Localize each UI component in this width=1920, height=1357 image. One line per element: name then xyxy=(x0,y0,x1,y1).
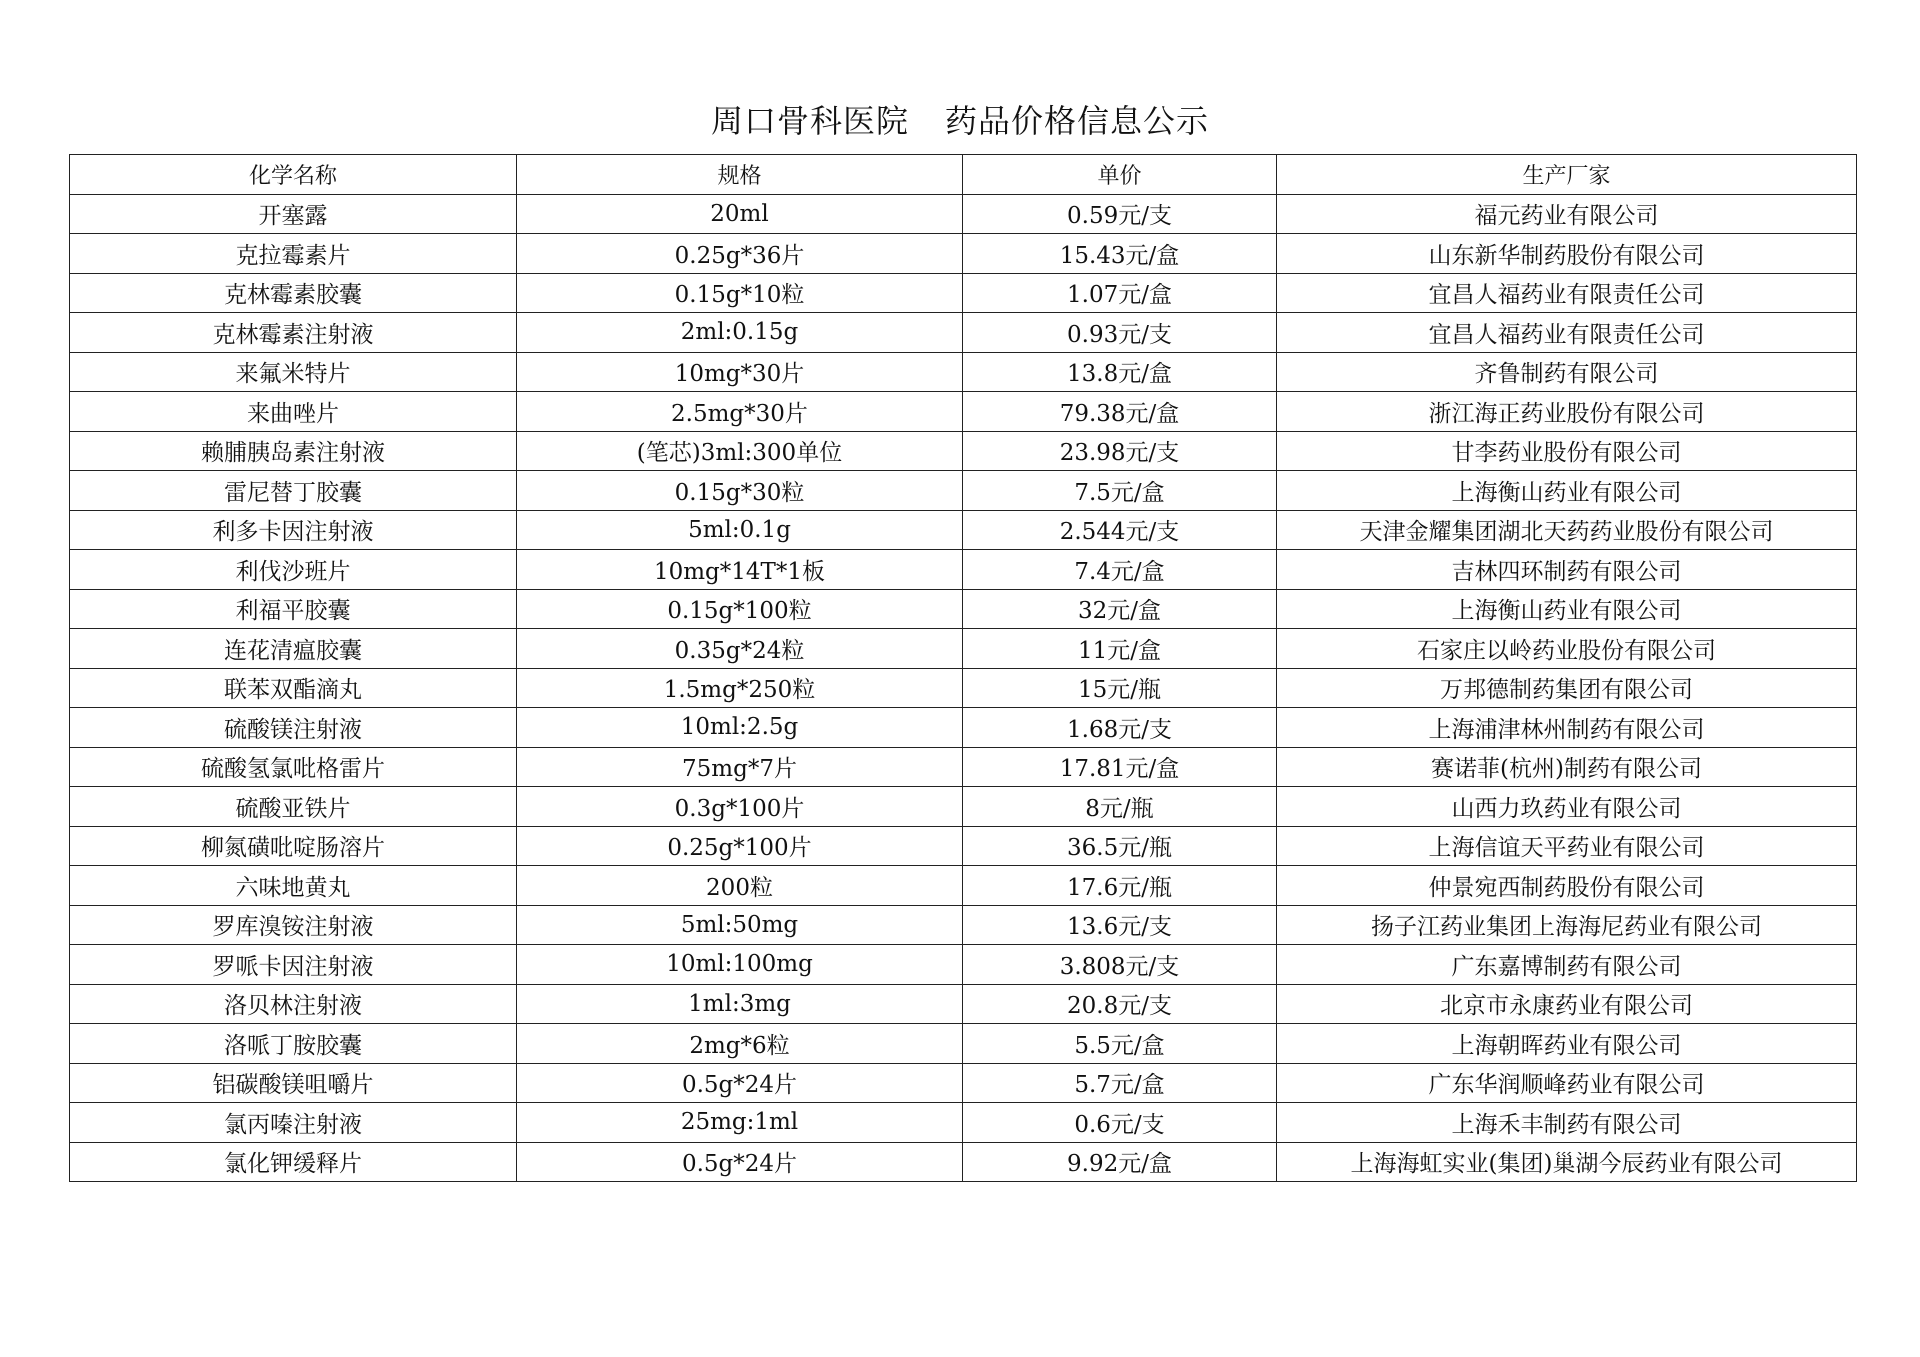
table-row xyxy=(70,471,1857,511)
unit-price-cell: 9.92元/盒 xyxy=(963,1142,1277,1182)
chemical-name-cell: 联苯双酯滴丸 xyxy=(70,668,517,708)
drug-price-table xyxy=(69,154,1857,1182)
page-title xyxy=(0,96,1920,142)
table-row xyxy=(70,787,1857,827)
manufacturer-cell: 齐鲁制药有限公司 xyxy=(1277,352,1857,392)
table-row xyxy=(70,510,1857,550)
chemical-name-cell: 开塞露 xyxy=(70,194,517,234)
column-header-unit-price: 单价 xyxy=(963,155,1277,195)
specification-cell: 2ml:0.15g xyxy=(517,313,963,353)
chemical-name-cell: 氯丙嗪注射液 xyxy=(70,1103,517,1143)
manufacturer-cell: 甘李药业股份有限公司 xyxy=(1277,431,1857,471)
manufacturer-cell: 浙江海正药业股份有限公司 xyxy=(1277,392,1857,432)
unit-price-cell: 36.5元/瓶 xyxy=(963,826,1277,866)
table-row xyxy=(70,629,1857,669)
manufacturer-cell: 上海浦津林州制药有限公司 xyxy=(1277,708,1857,748)
chemical-name-cell: 利福平胶囊 xyxy=(70,589,517,629)
table-body xyxy=(70,194,1857,1182)
chemical-name-cell: 赖脯胰岛素注射液 xyxy=(70,431,517,471)
unit-price-cell: 7.5元/盒 xyxy=(963,471,1277,511)
column-header-chemical-name: 化学名称 xyxy=(70,155,517,195)
chemical-name-cell: 罗库溴铵注射液 xyxy=(70,905,517,945)
manufacturer-cell: 石家庄以岭药业股份有限公司 xyxy=(1277,629,1857,669)
table-row xyxy=(70,668,1857,708)
unit-price-cell: 15元/瓶 xyxy=(963,668,1277,708)
manufacturer-cell: 山西力玖药业有限公司 xyxy=(1277,787,1857,827)
manufacturer-cell: 广东嘉博制药有限公司 xyxy=(1277,945,1857,985)
unit-price-cell: 15.43元/盒 xyxy=(963,234,1277,274)
specification-cell: 0.5g*24片 xyxy=(517,1142,963,1182)
unit-price-cell: 8元/瓶 xyxy=(963,787,1277,827)
manufacturer-cell: 上海朝晖药业有限公司 xyxy=(1277,1024,1857,1064)
manufacturer-cell: 赛诺菲(杭州)制药有限公司 xyxy=(1277,747,1857,787)
unit-price-cell: 0.6元/支 xyxy=(963,1103,1277,1143)
unit-price-cell: 17.6元/瓶 xyxy=(963,866,1277,906)
unit-price-cell: 32元/盒 xyxy=(963,589,1277,629)
specification-cell: 2.5mg*30片 xyxy=(517,392,963,432)
manufacturer-cell: 仲景宛西制药股份有限公司 xyxy=(1277,866,1857,906)
specification-cell: (笔芯)3ml:300单位 xyxy=(517,431,963,471)
specification-cell: 1ml:3mg xyxy=(517,984,963,1024)
specification-cell: 5ml:0.1g xyxy=(517,510,963,550)
specification-cell: 0.15g*10粒 xyxy=(517,273,963,313)
specification-cell: 2mg*6粒 xyxy=(517,1024,963,1064)
table-row xyxy=(70,273,1857,313)
manufacturer-cell: 广东华润顺峰药业有限公司 xyxy=(1277,1063,1857,1103)
chemical-name-cell: 六味地黄丸 xyxy=(70,866,517,906)
table-row xyxy=(70,945,1857,985)
chemical-name-cell: 克拉霉素片 xyxy=(70,234,517,274)
unit-price-cell: 79.38元/盒 xyxy=(963,392,1277,432)
table-header xyxy=(70,155,1857,195)
chemical-name-cell: 柳氮磺吡啶肠溶片 xyxy=(70,826,517,866)
chemical-name-cell: 硫酸亚铁片 xyxy=(70,787,517,827)
manufacturer-cell: 上海海虹实业(集团)巢湖今辰药业有限公司 xyxy=(1277,1142,1857,1182)
chemical-name-cell: 氯化钾缓释片 xyxy=(70,1142,517,1182)
manufacturer-cell: 北京市永康药业有限公司 xyxy=(1277,984,1857,1024)
unit-price-cell: 13.6元/支 xyxy=(963,905,1277,945)
table-row xyxy=(70,826,1857,866)
specification-cell: 10ml:100mg xyxy=(517,945,963,985)
unit-price-cell: 5.5元/盒 xyxy=(963,1024,1277,1064)
column-header-manufacturer: 生产厂家 xyxy=(1277,155,1857,195)
specification-cell: 0.3g*100片 xyxy=(517,787,963,827)
specification-cell: 1.5mg*250粒 xyxy=(517,668,963,708)
manufacturer-cell: 山东新华制药股份有限公司 xyxy=(1277,234,1857,274)
table-row xyxy=(70,234,1857,274)
table-row xyxy=(70,1024,1857,1064)
chemical-name-cell: 连花清瘟胶囊 xyxy=(70,629,517,669)
specification-cell: 75mg*7片 xyxy=(517,747,963,787)
specification-cell: 20ml xyxy=(517,194,963,234)
specification-cell: 0.35g*24粒 xyxy=(517,629,963,669)
table-row xyxy=(70,194,1857,234)
specification-cell: 10ml:2.5g xyxy=(517,708,963,748)
table-row xyxy=(70,747,1857,787)
specification-cell: 10mg*14T*1板 xyxy=(517,550,963,590)
unit-price-cell: 20.8元/支 xyxy=(963,984,1277,1024)
document-heading: 药品价格信息公示 xyxy=(945,102,1210,140)
manufacturer-cell: 扬子江药业集团上海海尼药业有限公司 xyxy=(1277,905,1857,945)
header-row xyxy=(70,155,1857,195)
unit-price-cell: 5.7元/盒 xyxy=(963,1063,1277,1103)
table-row xyxy=(70,352,1857,392)
specification-cell: 0.15g*100粒 xyxy=(517,589,963,629)
specification-cell: 10mg*30片 xyxy=(517,352,963,392)
specification-cell: 0.25g*100片 xyxy=(517,826,963,866)
table-row xyxy=(70,905,1857,945)
unit-price-cell: 1.68元/支 xyxy=(963,708,1277,748)
table-row xyxy=(70,313,1857,353)
chemical-name-cell: 罗哌卡因注射液 xyxy=(70,945,517,985)
unit-price-cell: 3.808元/支 xyxy=(963,945,1277,985)
chemical-name-cell: 来曲唑片 xyxy=(70,392,517,432)
chemical-name-cell: 来氟米特片 xyxy=(70,352,517,392)
manufacturer-cell: 上海衡山药业有限公司 xyxy=(1277,589,1857,629)
manufacturer-cell: 天津金耀集团湖北天药药业股份有限公司 xyxy=(1277,510,1857,550)
table-row xyxy=(70,1142,1857,1182)
chemical-name-cell: 利多卡因注射液 xyxy=(70,510,517,550)
chemical-name-cell: 硫酸镁注射液 xyxy=(70,708,517,748)
chemical-name-cell: 雷尼替丁胶囊 xyxy=(70,471,517,511)
manufacturer-cell: 宜昌人福药业有限责任公司 xyxy=(1277,273,1857,313)
unit-price-cell: 0.93元/支 xyxy=(963,313,1277,353)
hospital-name: 周口骨科医院 xyxy=(710,102,909,140)
table-row xyxy=(70,392,1857,432)
specification-cell: 0.25g*36片 xyxy=(517,234,963,274)
chemical-name-cell: 克林霉素胶囊 xyxy=(70,273,517,313)
table-row xyxy=(70,984,1857,1024)
specification-cell: 200粒 xyxy=(517,866,963,906)
specification-cell: 5ml:50mg xyxy=(517,905,963,945)
specification-cell: 0.15g*30粒 xyxy=(517,471,963,511)
specification-cell: 25mg:1ml xyxy=(517,1103,963,1143)
table-row xyxy=(70,550,1857,590)
unit-price-cell: 1.07元/盒 xyxy=(963,273,1277,313)
chemical-name-cell: 洛贝林注射液 xyxy=(70,984,517,1024)
manufacturer-cell: 上海禾丰制药有限公司 xyxy=(1277,1103,1857,1143)
column-header-specification: 规格 xyxy=(517,155,963,195)
unit-price-cell: 2.544元/支 xyxy=(963,510,1277,550)
manufacturer-cell: 吉林四环制药有限公司 xyxy=(1277,550,1857,590)
table-row xyxy=(70,589,1857,629)
specification-cell: 0.5g*24片 xyxy=(517,1063,963,1103)
table-row xyxy=(70,431,1857,471)
manufacturer-cell: 宜昌人福药业有限责任公司 xyxy=(1277,313,1857,353)
table-row xyxy=(70,1103,1857,1143)
chemical-name-cell: 洛哌丁胺胶囊 xyxy=(70,1024,517,1064)
table-row xyxy=(70,866,1857,906)
chemical-name-cell: 硫酸氢氯吡格雷片 xyxy=(70,747,517,787)
unit-price-cell: 11元/盒 xyxy=(963,629,1277,669)
table-row xyxy=(70,1063,1857,1103)
unit-price-cell: 13.8元/盒 xyxy=(963,352,1277,392)
chemical-name-cell: 克林霉素注射液 xyxy=(70,313,517,353)
unit-price-cell: 17.81元/盒 xyxy=(963,747,1277,787)
unit-price-cell: 0.59元/支 xyxy=(963,194,1277,234)
unit-price-cell: 23.98元/支 xyxy=(963,431,1277,471)
chemical-name-cell: 铝碳酸镁咀嚼片 xyxy=(70,1063,517,1103)
manufacturer-cell: 上海信谊天平药业有限公司 xyxy=(1277,826,1857,866)
manufacturer-cell: 福元药业有限公司 xyxy=(1277,194,1857,234)
table-row xyxy=(70,708,1857,748)
manufacturer-cell: 上海衡山药业有限公司 xyxy=(1277,471,1857,511)
unit-price-cell: 7.4元/盒 xyxy=(963,550,1277,590)
chemical-name-cell: 利伐沙班片 xyxy=(70,550,517,590)
manufacturer-cell: 万邦德制药集团有限公司 xyxy=(1277,668,1857,708)
